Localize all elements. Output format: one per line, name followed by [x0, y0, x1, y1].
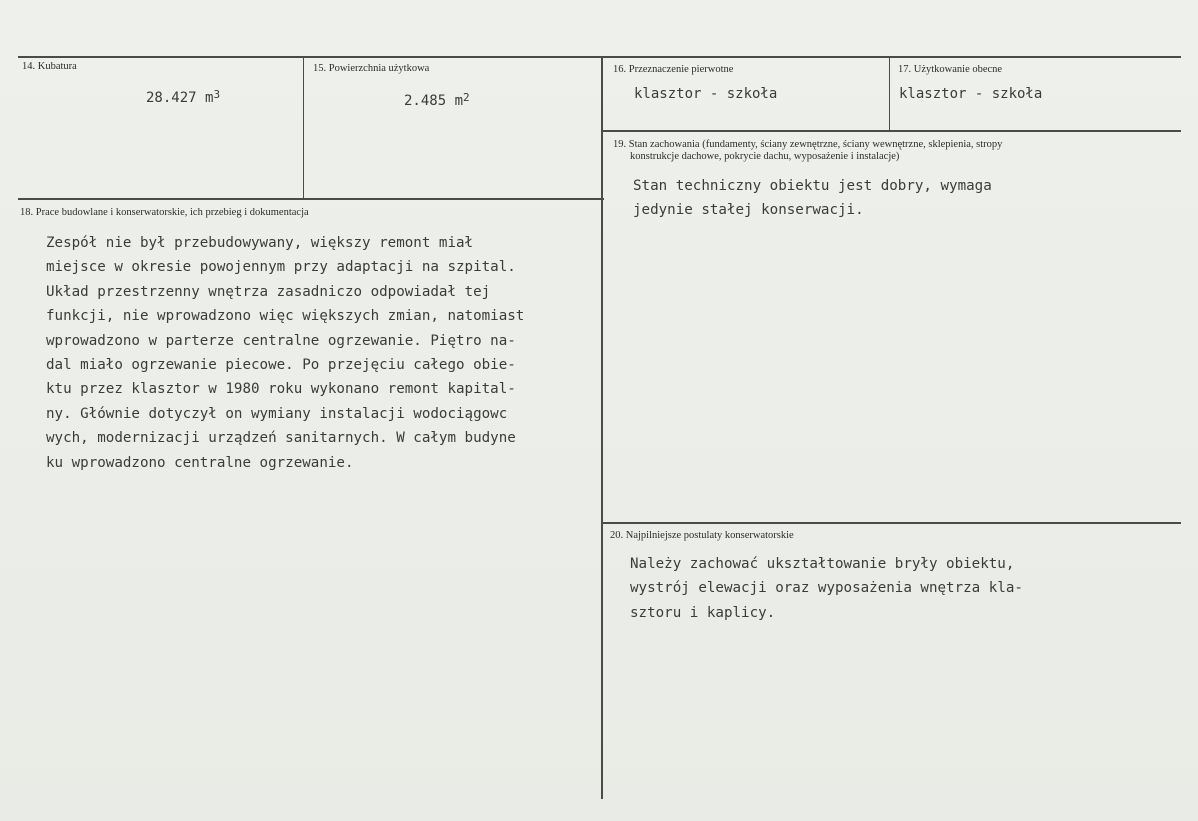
- text-line: dal miało ogrzewanie piecowe. Po przejęciu całego obie-: [46, 356, 516, 373]
- text-line: Układ przestrzenny wnętrza zasadniczo odpowiadał tej: [46, 283, 491, 300]
- text-line: funkcji, nie wprowadzono więc większych zmian, natomiast: [46, 308, 525, 325]
- field-16-label: 16. Przeznaczenie pierwotne: [613, 64, 734, 75]
- text-line: ktu przez klasztor w 1980 roku wykonano remont kapital-: [46, 381, 516, 398]
- field-16-value: klasztor - szkoła: [634, 86, 778, 102]
- divider-19-top: [603, 130, 1181, 132]
- field-14-exponent: 3: [213, 88, 221, 101]
- divider-left-right: [601, 57, 603, 799]
- divider-20-top: [603, 522, 1181, 524]
- field-20-label: 20. Najpilniejsze postulaty konserwatorskie: [610, 530, 794, 541]
- divider-16-17: [889, 57, 890, 132]
- text-line: wystrój elewacji oraz wyposażenia wnętrza kla-: [630, 580, 1023, 597]
- field-14-number: 28.427 m: [146, 90, 214, 106]
- text-line: Stan techniczny obiektu jest dobry, wymaga: [633, 178, 992, 194]
- text-line: jedynie stałej konserwacji.: [633, 202, 864, 219]
- text-line: miejsce w okresie powojennym przy adaptacji na szpital.: [46, 259, 516, 276]
- field-15-value: [404, 93, 470, 109]
- field-14-value: [146, 90, 220, 106]
- field-14-label: 14. Kubatura: [22, 61, 77, 72]
- field-15-exponent: 2: [463, 91, 470, 104]
- text-line: ny. Głównie dotyczył on wymiany instalacji wodociągowc: [46, 405, 508, 422]
- field-15-number: 2.485 m: [404, 93, 464, 109]
- field-18-text: [46, 231, 524, 475]
- text-line: sztoru i kaplicy.: [630, 604, 776, 621]
- divider-14-15: [303, 57, 304, 199]
- field-17-label: 17. Użytkowanie obecne: [898, 64, 1003, 75]
- text-line: ku wprowadzono centralne ogrzewanie.: [46, 454, 354, 471]
- text-line: Zespół nie był przebudowywany, większy remont miał: [46, 235, 474, 251]
- field-19-text: [633, 174, 992, 223]
- field-20-text: [630, 552, 1023, 625]
- field-17-value: klasztor - szkoła: [899, 86, 1043, 102]
- text-line: wprowadzono w parterze centralne ogrzewanie. Piętro na-: [46, 332, 516, 349]
- field-15-label: 15. Powierzchnia użytkowa: [313, 63, 430, 74]
- field-18-label: 18. Prace budowlane i konserwatorskie, ich przebieg i dokumentacja: [20, 207, 309, 218]
- field-19-label-line-2: konstrukcje dachowe, pokrycie dachu, wyposażenie i instalacje): [630, 151, 900, 162]
- field-19-label-line-1: 19. Stan zachowania (fundamenty, ściany zewnętrzne, ściany wewnętrzne, sklepienia, stropy: [613, 139, 1003, 150]
- text-line: wych, modernizacji urządzeń sanitarnych. W całym budyne: [46, 430, 516, 447]
- text-line: Należy zachować ukształtowanie bryły obiektu,: [630, 556, 1015, 572]
- divider-18-top: [18, 198, 604, 200]
- top-border-line: [18, 56, 1181, 58]
